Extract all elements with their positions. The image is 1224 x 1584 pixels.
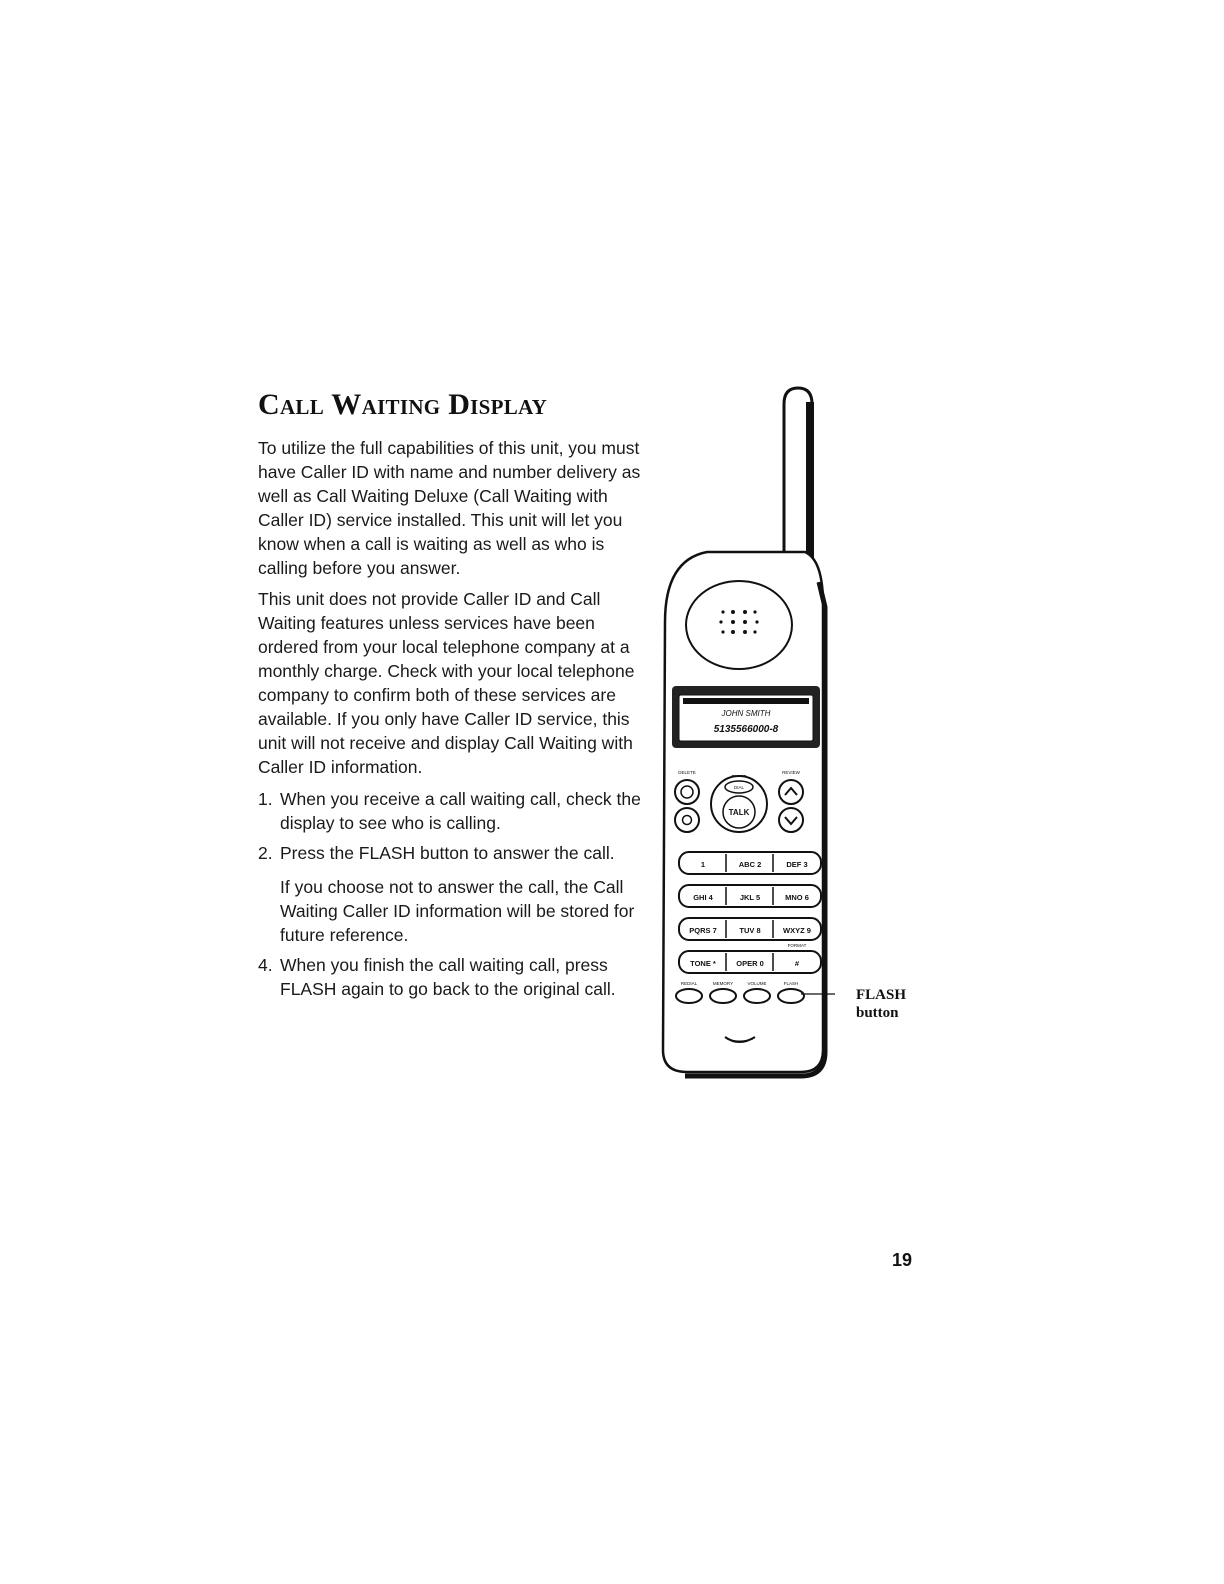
- display-number: 5135566000-8: [713, 724, 779, 735]
- step-item: [258, 787, 643, 835]
- key-star: TONE *: [690, 959, 716, 968]
- flash-key-label: FLASH: [783, 981, 799, 986]
- key-5: JKL 5: [739, 893, 761, 902]
- key-0: OPER 0: [736, 959, 764, 968]
- key-1: 1: [700, 860, 706, 869]
- redial-button: [676, 989, 702, 1003]
- step-text: When you finish the call waiting call, press FLASH again to go back to the original call.: [280, 955, 616, 999]
- volume-button: [744, 989, 770, 1003]
- callout-line-1: FLASH: [856, 987, 907, 1003]
- volume-label: VOLUME: [747, 981, 767, 986]
- step-number: 4.: [258, 955, 273, 975]
- review-label: REVIEW: [782, 770, 800, 775]
- step-text: Press the FLASH button to answer the call.: [280, 843, 615, 863]
- redial-label: REDIAL: [680, 981, 698, 986]
- key-2: ABC 2: [738, 860, 762, 869]
- flash-button: [778, 989, 804, 1003]
- key-8: TUV 8: [739, 926, 761, 935]
- format-label: FORMAT: [787, 943, 807, 948]
- memory-button: [710, 989, 736, 1003]
- key-4: GHI 4: [693, 893, 713, 902]
- key-9: WXYZ 9: [783, 926, 811, 935]
- flash-button-callout: [856, 986, 906, 1022]
- key-3: DEF 3: [786, 860, 808, 869]
- up-button: [779, 780, 803, 804]
- earpiece: [686, 581, 792, 669]
- step-item: [258, 953, 643, 1001]
- delete-label: DELETE: [678, 770, 696, 775]
- page-number: 19: [892, 1250, 913, 1270]
- step-item: [258, 841, 643, 947]
- delete-button: [675, 780, 699, 804]
- step-note: If you choose not to answer the call, the Call Waiting Caller ID information will be stored for future reference.: [280, 877, 635, 945]
- down-button: [779, 808, 803, 832]
- section-title: Call Waiting Display: [258, 388, 548, 421]
- paragraph-services: This unit does not provide Caller ID and Call Waiting features unless services have been ordered from your local telephone company at a monthly charge. Check with your local telephone company to confirm both of these services are available. If you only have Caller ID service, this unit will not receive and display Call Waiting with Caller ID information.: [258, 589, 635, 777]
- cid-button: [675, 808, 699, 832]
- paragraph-intro: To utilize the full capabilities of this unit, you must have Caller ID with name and number delivery as well as Call Waiting Deluxe (Call Waiting with Caller ID) service installed. This unit will let you know when a call is waiting as well as who is calling before you answer.: [258, 438, 641, 578]
- key-pound: #: [794, 959, 800, 968]
- memory-label: MEMORY: [712, 981, 734, 986]
- dial-label: DIAL: [733, 785, 745, 790]
- display-name: JOHN SMITH: [721, 709, 771, 718]
- step-number: 1.: [258, 789, 273, 809]
- callout-line-2: button: [856, 1005, 899, 1021]
- cordless-phone-illustration: [655, 382, 835, 1082]
- talk-label: TALK: [728, 808, 750, 817]
- body-text: [258, 436, 643, 1007]
- key-7: PQRS 7: [689, 926, 717, 935]
- steps-list: [258, 787, 643, 1001]
- step-number: 2.: [258, 843, 273, 863]
- step-text: When you receive a call waiting call, check the display to see who is calling.: [280, 789, 641, 833]
- key-6: MNO 6: [785, 893, 809, 902]
